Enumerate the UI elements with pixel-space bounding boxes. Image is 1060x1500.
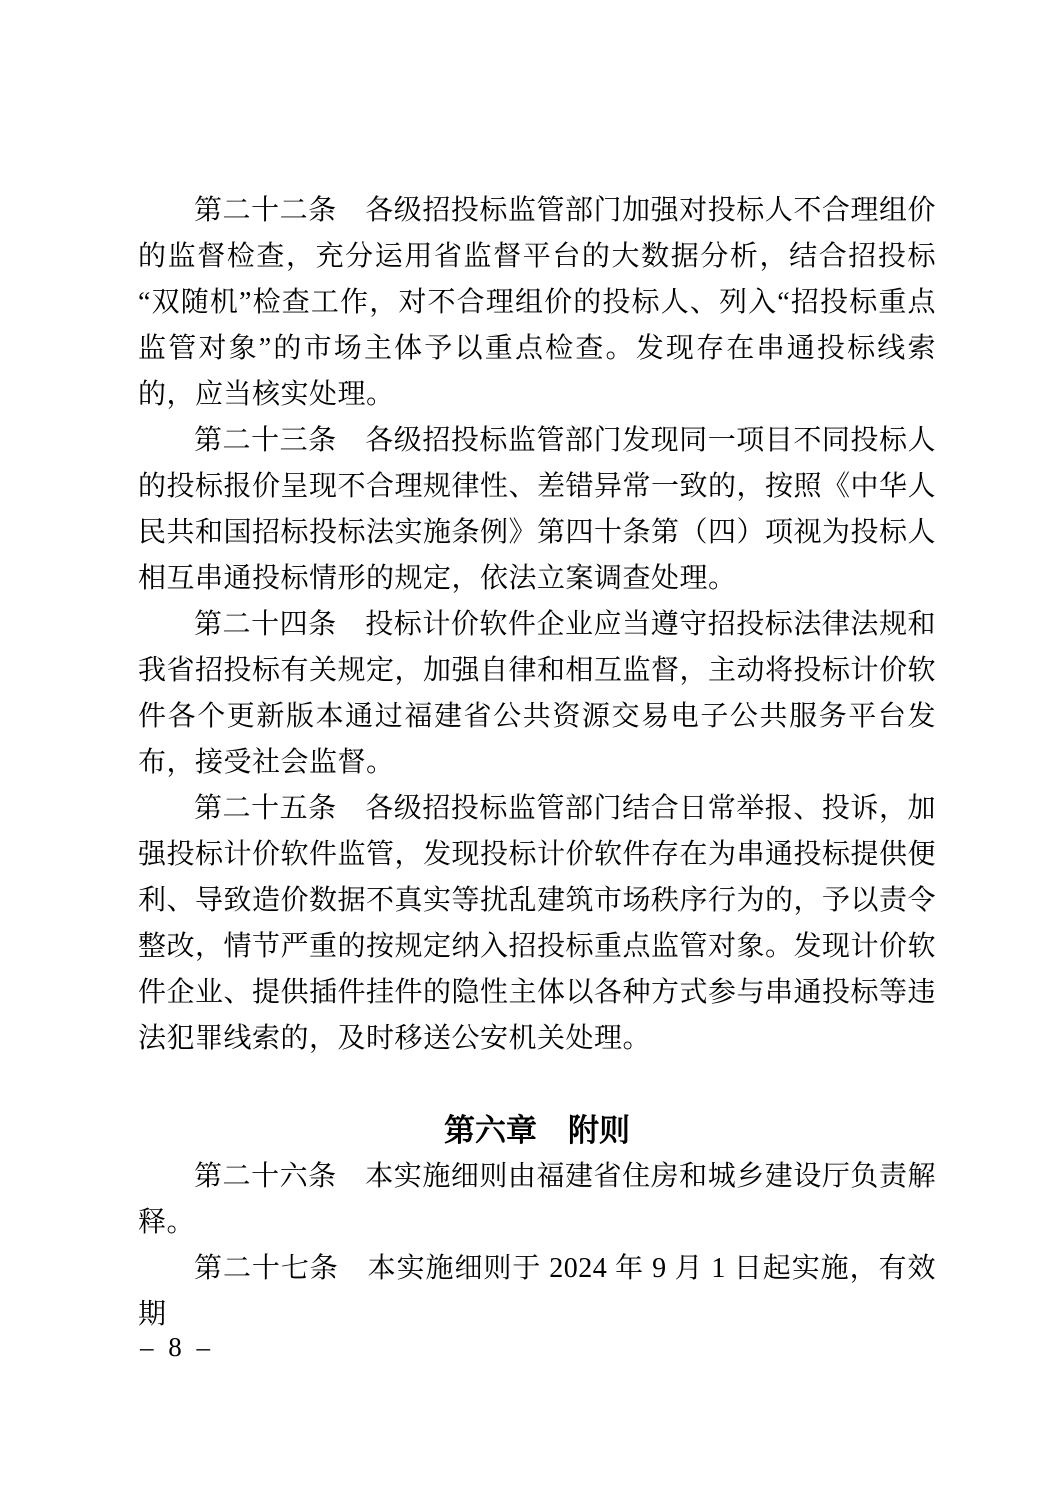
document-body	[138, 188, 936, 1338]
paragraph-article-27: 第二十七条 本实施细则于 2024 年 9 月 1 日起实施，有效期	[138, 1253, 936, 1330]
paragraph-article-23: 第二十三条 各级招投标监管部门发现同一项目不同投标人的投标报价呈现不合理规律性、差错异常一致的，按照《中华人民共和国招标投标法实施条例》第四十条第（四）项视为投标人相互串通投标情形的规定，依法立案调查处理。	[138, 425, 937, 594]
paragraph-article-22: 第二十二条 各级招投标监管部门加强对投标人不合理组价的监督检查，充分运用省监督平台的大数据分析，结合招投标“双随机”检查工作，对不合理组价的投标人、列入“招投标重点监管对象”的市场主体予以重点检查。发现存在串通投标线索的，应当核实处理。	[138, 195, 936, 410]
page-number: – 8 –	[140, 1332, 214, 1362]
chapter-heading: 第六章 附则	[444, 1113, 630, 1148]
paragraph-article-25: 第二十五条 各级招投标监管部门结合日常举报、投诉，加强投标计价软件监管，发现投标计价软件存在为串通投标提供便利、导致造价数据不真实等扰乱建筑市场秩序行为的，予以责令整改，情节严重的按规定纳入招投标重点监管对象。发现计价软件企业、提供插件挂件的隐性主体以各种方式参与串通投标等违法犯罪线索的，及时移送公安机关处理。	[138, 793, 937, 1054]
paragraph-article-24: 第二十四条 投标计价软件企业应当遵守招投标法律法规和我省招投标有关规定，加强自律和相互监督，主动将投标计价软件各个更新版本通过福建省公共资源交易电子公共服务平台发布，接受社会监督。	[138, 609, 937, 778]
paragraph-article-26: 第二十六条 本实施细则由福建省住房和城乡建设厅负责解释。	[138, 1161, 936, 1238]
